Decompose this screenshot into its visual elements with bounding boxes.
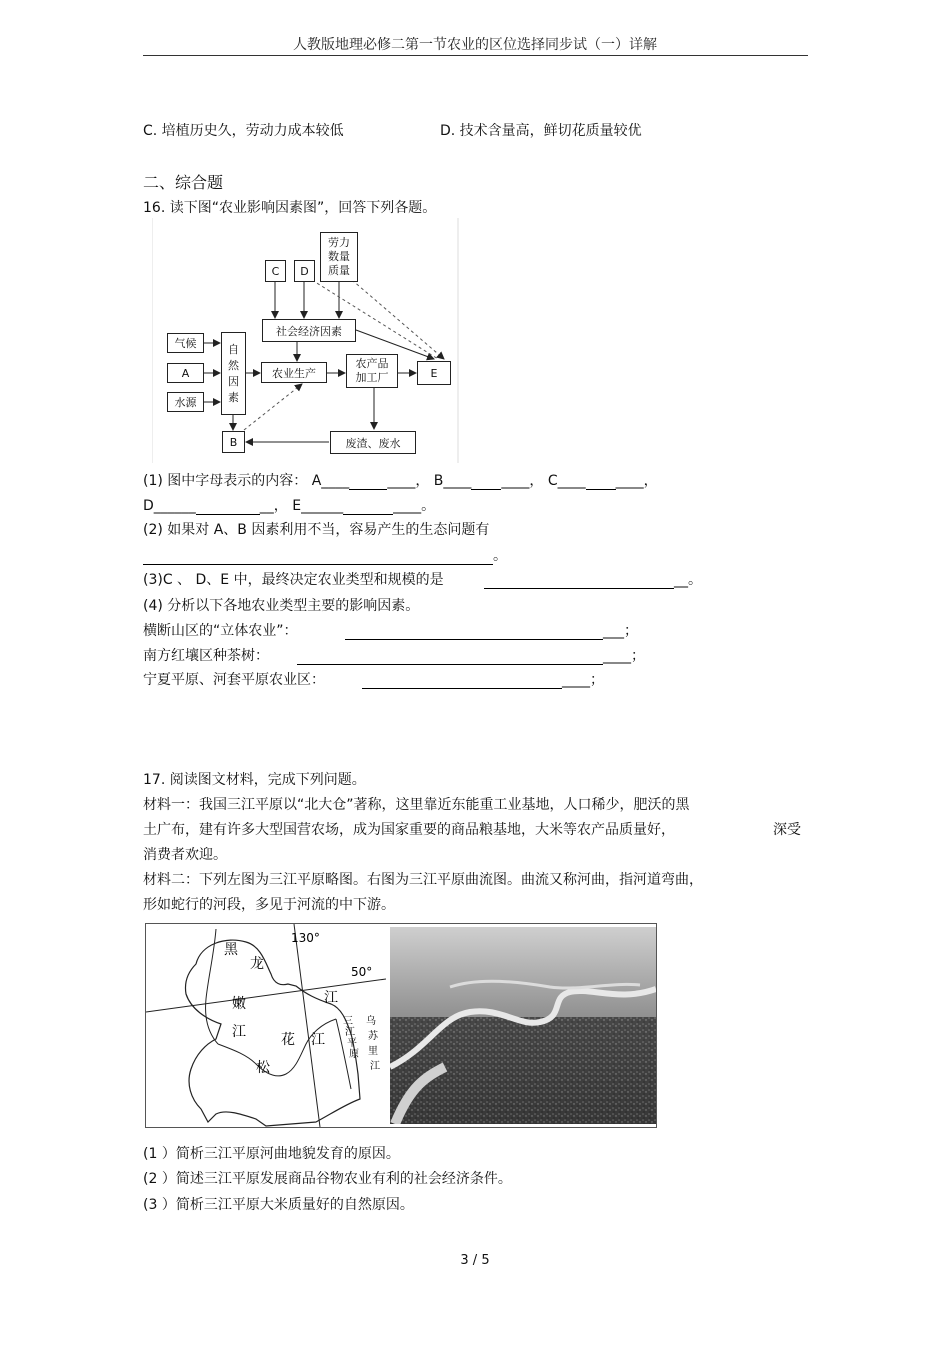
factory-line-1: 农产品 [355,357,389,370]
sanjiang-char-1: 三 [343,1016,353,1027]
q16-p3 [143,569,444,589]
sanjiang-char-4: 原 [349,1049,359,1060]
natural-char-2: 然 [228,358,239,372]
q16-p1-c-label: ____， C____ [501,473,586,489]
q17-material1-line3: 消费者欢迎。 [143,847,227,863]
blank-a [349,475,387,490]
natural-char-3: 因 [228,374,239,388]
q16-p3-text: (3)C 、 D、E 中，最终决定农业类型和规模的是 [143,572,444,588]
q17-sub1: (1 ）简析三江平原河曲地貌发育的原因。 [143,1146,400,1162]
map-label-jiang-1: 江 [324,990,338,1006]
page-header-title: 人教版地理必修二第一节农业的区位选择同步试（一）详解 [293,37,657,53]
box-agri-production: 农业生产 [261,362,327,383]
q16-p3-end: __。 [674,572,702,588]
sanjiang-plain-map [146,924,386,1127]
q16-p1-c-tail: ____， [615,473,658,489]
q16-h1-end: ___； [603,623,638,639]
agriculture-factors-diagram [152,218,460,463]
q17-material1-line2-end: 深受 [773,822,801,838]
labor-line-1: 劳力 [328,236,350,249]
q16-h2-label: 南方红壤区种茶树： [143,648,269,664]
blank-p2 [143,550,493,565]
box-water: 水源 [167,392,204,412]
q16-h3-label: 宁夏平原、河套平原农业区： [143,672,325,688]
q17-figures [145,923,657,1128]
box-e: E [417,361,451,385]
box-b: B [222,431,245,453]
q16-p1-d-label: D______ [143,498,196,514]
wusuli-char-4: 江 [370,1061,380,1072]
q16-p2: (2) 如果对 A、B 因素利用不当，容易产生的生态问题有 [143,522,490,538]
box-c: C [265,260,286,282]
map-label-hei: 黑 [224,942,238,958]
q16-h1-answer [345,620,638,640]
q17-material2-line1: 材料二：下列左图为三江平原略图。右图为三江平原曲流图。曲流又称河曲，指河道弯曲， [143,872,703,888]
wusuli-char-1: 乌 [366,1016,376,1027]
q17-material2-line2: 形如蛇行的河段，多见于河流的中下游。 [143,897,395,913]
blank-d [196,500,260,515]
q16-p1-b-label: ____， B____ [387,473,472,489]
q16-stem: 16. 读下图“农业影响因素图”，回答下列各题。 [143,200,437,216]
box-processing-factory [346,354,398,388]
q16-h1-label: 横断山区的“立体农业”： [143,623,298,639]
sanjiang-char-3: 平 [347,1038,357,1049]
map-label-sanjiang-plain [343,1015,360,1060]
q16-p2-end: 。 [493,548,507,564]
box-waste: 废渣、废水 [330,431,416,454]
page-number: 3 / 5 [460,1253,490,1268]
map-label-hua: 花 [281,1032,295,1048]
q16-h3-answer [362,669,604,689]
q17-sub3: (3 ）简析三江平原大米质量好的自然原因。 [143,1197,414,1213]
map-label-jiang-2: 江 [232,1024,246,1040]
natural-char-1: 自 [228,342,239,356]
q16-p1-e-tail: ____。 [393,498,436,514]
natural-char-4: 素 [228,390,239,404]
q16-p1-a-label: (1) 图中字母表示的内容： A____ [143,473,350,489]
wusuli-char-3: 里 [368,1046,378,1057]
sanjiang-char-2: 江 [345,1027,355,1038]
blank-h1 [345,625,603,640]
q16-p4: (4) 分析以下各地农业类型主要的影响因素。 [143,598,420,614]
box-climate: 气候 [167,333,204,353]
blank-h2 [297,650,603,665]
q17-material1-line2: 土广布，建有许多大型国营农场，成为国家重要的商品粮基地，大米等农产品质量好， [143,822,675,838]
q16-h2-answer [297,645,645,665]
option-d: D. 技术含量高，鲜切花质量较优 [440,123,642,139]
labor-line-3: 质量 [328,264,350,277]
map-latitude-label: 50° [351,965,373,979]
map-label-long: 龙 [250,956,264,972]
box-d: D [294,260,315,282]
blank-e [343,500,393,515]
blank-h3 [362,674,562,689]
wusuli-char-2: 苏 [368,1031,378,1042]
q16-p1-line1 [143,470,658,490]
q17-stem: 17. 阅读图文材料，完成下列问题。 [143,772,366,788]
map-label-jiang-3: 江 [311,1032,325,1048]
section-title: 二、综合题 [143,173,224,192]
q16-p1-e-label: __， E______ [259,498,344,514]
factory-line-2: 加工厂 [355,371,389,384]
q16-p3-answer [484,569,702,589]
q16-h3-end: ____； [562,672,604,688]
option-c: C. 培植历史久，劳动力成本较低 [143,123,344,139]
blank-b [471,475,501,490]
map-label-song: 松 [256,1060,270,1076]
q17-material1-line1: 材料一：我国三江平原以“北大仓”著称，这里靠近东能重工业基地，人口稀少，肥沃的黑 [143,797,690,813]
header-rule [143,55,808,56]
q16-h2-end: ____； [603,648,645,664]
q16-p1-line2 [143,495,435,515]
box-labor [320,232,358,282]
q16-p2-answer-line [143,545,507,565]
labor-line-2: 数量 [328,250,350,263]
meander-river-photo [390,927,656,1124]
blank-c [586,475,616,490]
map-label-nen: 嫩 [232,996,246,1012]
box-natural-factors [221,332,246,415]
box-social-factors: 社会经济因素 [262,319,356,342]
q17-sub2: (2 ）简述三江平原发展商品谷物农业有利的社会经济条件。 [143,1171,512,1187]
box-a: A [167,363,204,383]
blank-p3 [484,574,674,589]
map-longitude-label: 130° [291,931,320,945]
map-label-wusuli-river [366,1014,381,1072]
